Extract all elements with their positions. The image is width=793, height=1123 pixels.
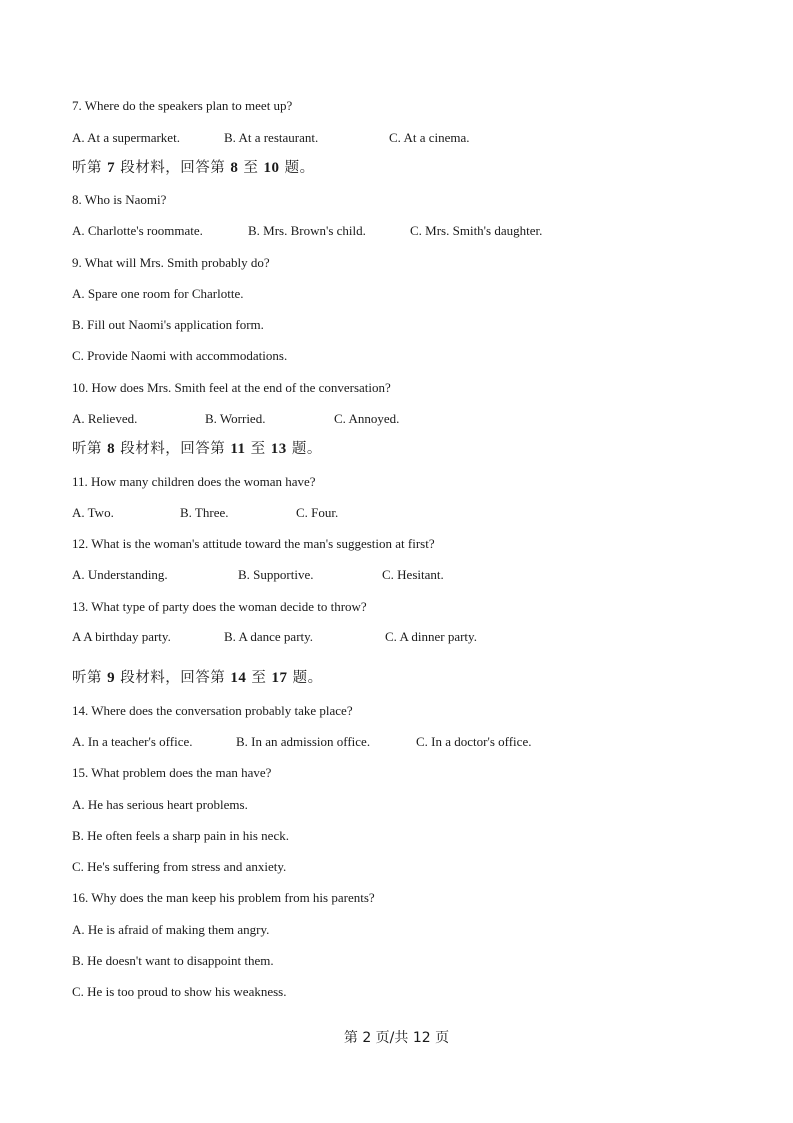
q11-option-c: C. Four. [296, 505, 339, 520]
q13-option-c: C. A dinner party. [385, 629, 477, 644]
q10-option-b: B. Worried. [205, 411, 266, 426]
q11-option-a: A. Two. [72, 505, 114, 520]
q16-option-b: B. He doesn't want to disappoint them. [72, 953, 274, 968]
question-16: 16. Why does the man keep his problem from his parents? [72, 890, 375, 905]
question-9: 9. What will Mrs. Smith probably do? [72, 255, 270, 270]
q9-option-b: B. Fill out Naomi's application form. [72, 317, 264, 332]
q10-option-c: C. Annoyed. [334, 411, 400, 426]
q15-option-c: C. He's suffering from stress and anxiety. [72, 859, 287, 874]
q14-option-c: C. In a doctor's office. [416, 734, 532, 749]
section-heading-9: 听第 9 段材料，回答第 14 至 17 题。 [72, 670, 323, 686]
question-13: 13. What type of party does the woman decide to throw? [72, 599, 367, 614]
q14-option-b: B. In an admission office. [236, 734, 371, 749]
page-number: 第 2 页/共 12 页 [343, 1030, 450, 1046]
q12-option-c: C. Hesitant. [382, 567, 444, 582]
q16-option-a: A. He is afraid of making them angry. [72, 922, 270, 937]
question-8: 8. Who is Naomi? [72, 192, 167, 207]
q8-option-b: B. Mrs. Brown's child. [248, 223, 366, 238]
section-heading-7: 听第 7 段材料，回答第 8 至 10 题。 [72, 160, 315, 176]
q13-option-a: A A birthday party. [72, 629, 171, 644]
q7-option-a: A. At a supermarket. [72, 130, 180, 145]
q7-option-c: C. At a cinema. [389, 130, 470, 145]
question-14: 14. Where does the conversation probably take place? [72, 703, 353, 718]
q7-option-b: B. At a restaurant. [224, 130, 319, 145]
q9-option-a: A. Spare one room for Charlotte. [72, 286, 244, 301]
q14-option-a: A. In a teacher's office. [72, 734, 193, 749]
q11-option-b: B. Three. [180, 505, 229, 520]
question-7: 7. Where do the speakers plan to meet up? [72, 98, 293, 113]
q8-option-c: C. Mrs. Smith's daughter. [410, 223, 543, 238]
q12-option-a: A. Understanding. [72, 567, 168, 582]
question-12: 12. What is the woman's attitude toward the man's suggestion at first? [72, 536, 435, 551]
q10-option-a: A. Relieved. [72, 411, 138, 426]
q13-option-b: B. A dance party. [224, 629, 314, 644]
question-15: 15. What problem does the man have? [72, 765, 272, 780]
q15-option-b: B. He often feels a sharp pain in his neck. [72, 828, 289, 843]
question-10: 10. How does Mrs. Smith feel at the end of the conversation? [72, 380, 391, 395]
q12-option-b: B. Supportive. [238, 567, 314, 582]
q15-option-a: A. He has serious heart problems. [72, 797, 248, 812]
q9-option-c: C. Provide Naomi with accommodations. [72, 348, 288, 363]
question-11: 11. How many children does the woman have? [72, 474, 316, 489]
section-heading-8: 听第 8 段材料，回答第 11 至 13 题。 [72, 441, 322, 457]
q16-option-c: C. He is too proud to show his weakness. [72, 984, 287, 999]
q8-option-a: A. Charlotte's roommate. [72, 223, 203, 238]
